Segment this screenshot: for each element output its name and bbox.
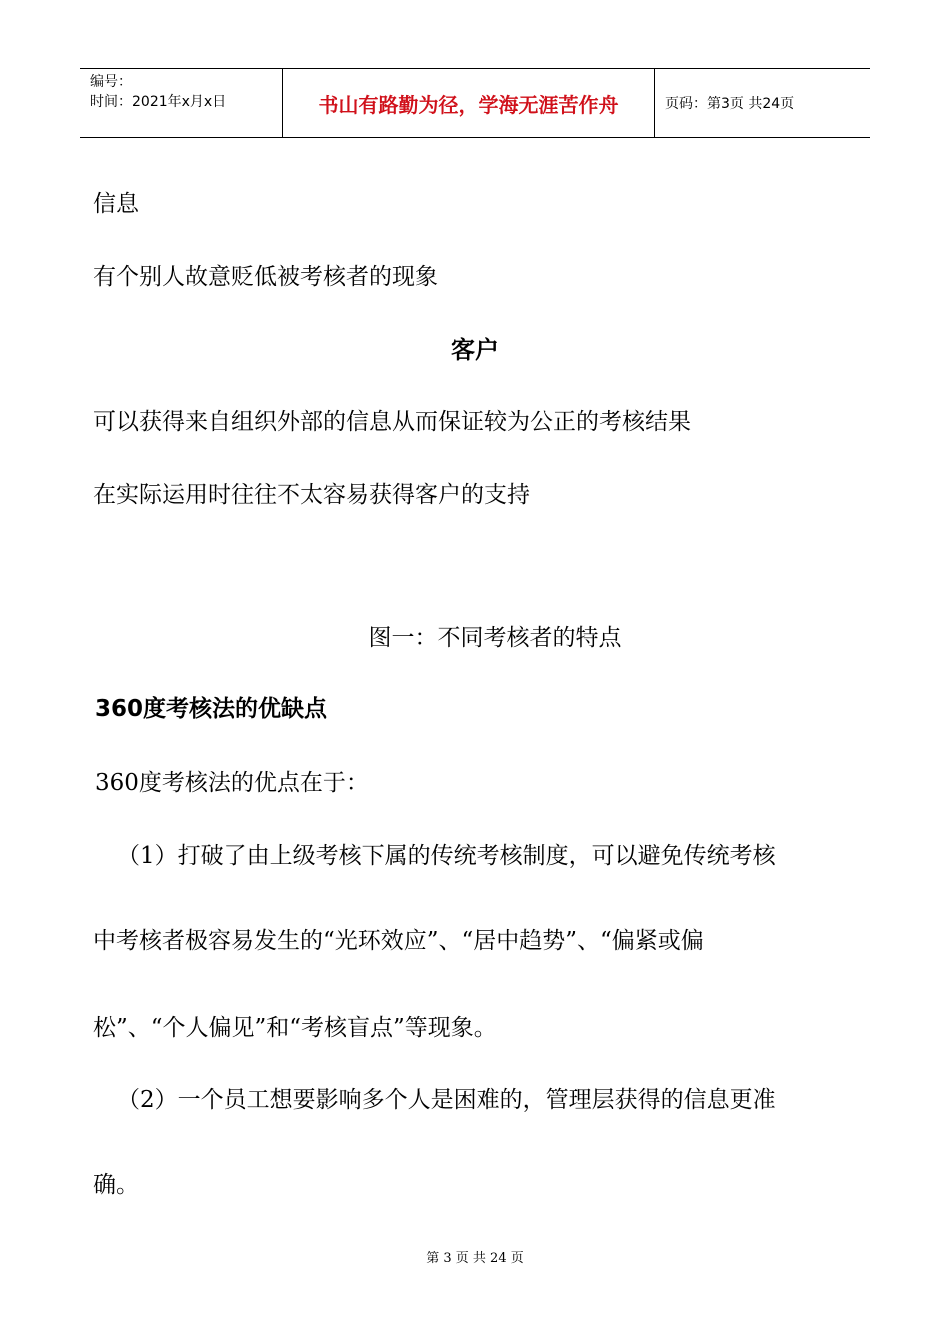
time-label: 时间：2021年x月x日 [90, 94, 227, 110]
header-page-info: 页码：第3页 共24页 [665, 96, 795, 112]
page-footer: 第 3 页 共 24 页 [426, 1251, 524, 1266]
body-line-2: 有个别人故意贬低被考核者的现象 [93, 264, 438, 290]
header-left-cell [80, 69, 282, 137]
body-line-3: 可以获得来自组织外部的信息从而保证较为公正的考核结果 [93, 409, 691, 435]
figure-caption: 图一：不同考核者的特点 [368, 625, 622, 651]
heading-customer: 客户 [451, 336, 499, 364]
motto-text: 书山有路勤为径，学海无涯苦作舟 [318, 92, 619, 117]
paragraph-1-line-2: 中考核者极容易发生的“光环效应”、“居中趋势”、“偏紧或偏 [93, 928, 704, 954]
body-line-1: 信息 [93, 191, 139, 217]
paragraph-2-line-1: （2）一个员工想要影响多个人是困难的，管理层获得的信息更准 [117, 1087, 776, 1113]
page-header [80, 68, 870, 138]
paragraph-2-line-2: 确。 [93, 1172, 139, 1198]
paragraph-1-line-3: 松”、“个人偏见”和“考核盲点”等现象。 [93, 1015, 497, 1041]
body-line-4: 在实际运用时往往不太容易获得客户的支持 [93, 482, 530, 508]
paragraph-1-line-1: （1）打破了由上级考核下属的传统考核制度，可以避免传统考核 [117, 843, 776, 869]
code-label: 编号： [90, 74, 132, 90]
section-title: 360度考核法的优缺点 [95, 696, 328, 722]
advantages-intro: 360度考核法的优点在于： [95, 770, 369, 796]
header-motto-cell [282, 69, 655, 137]
